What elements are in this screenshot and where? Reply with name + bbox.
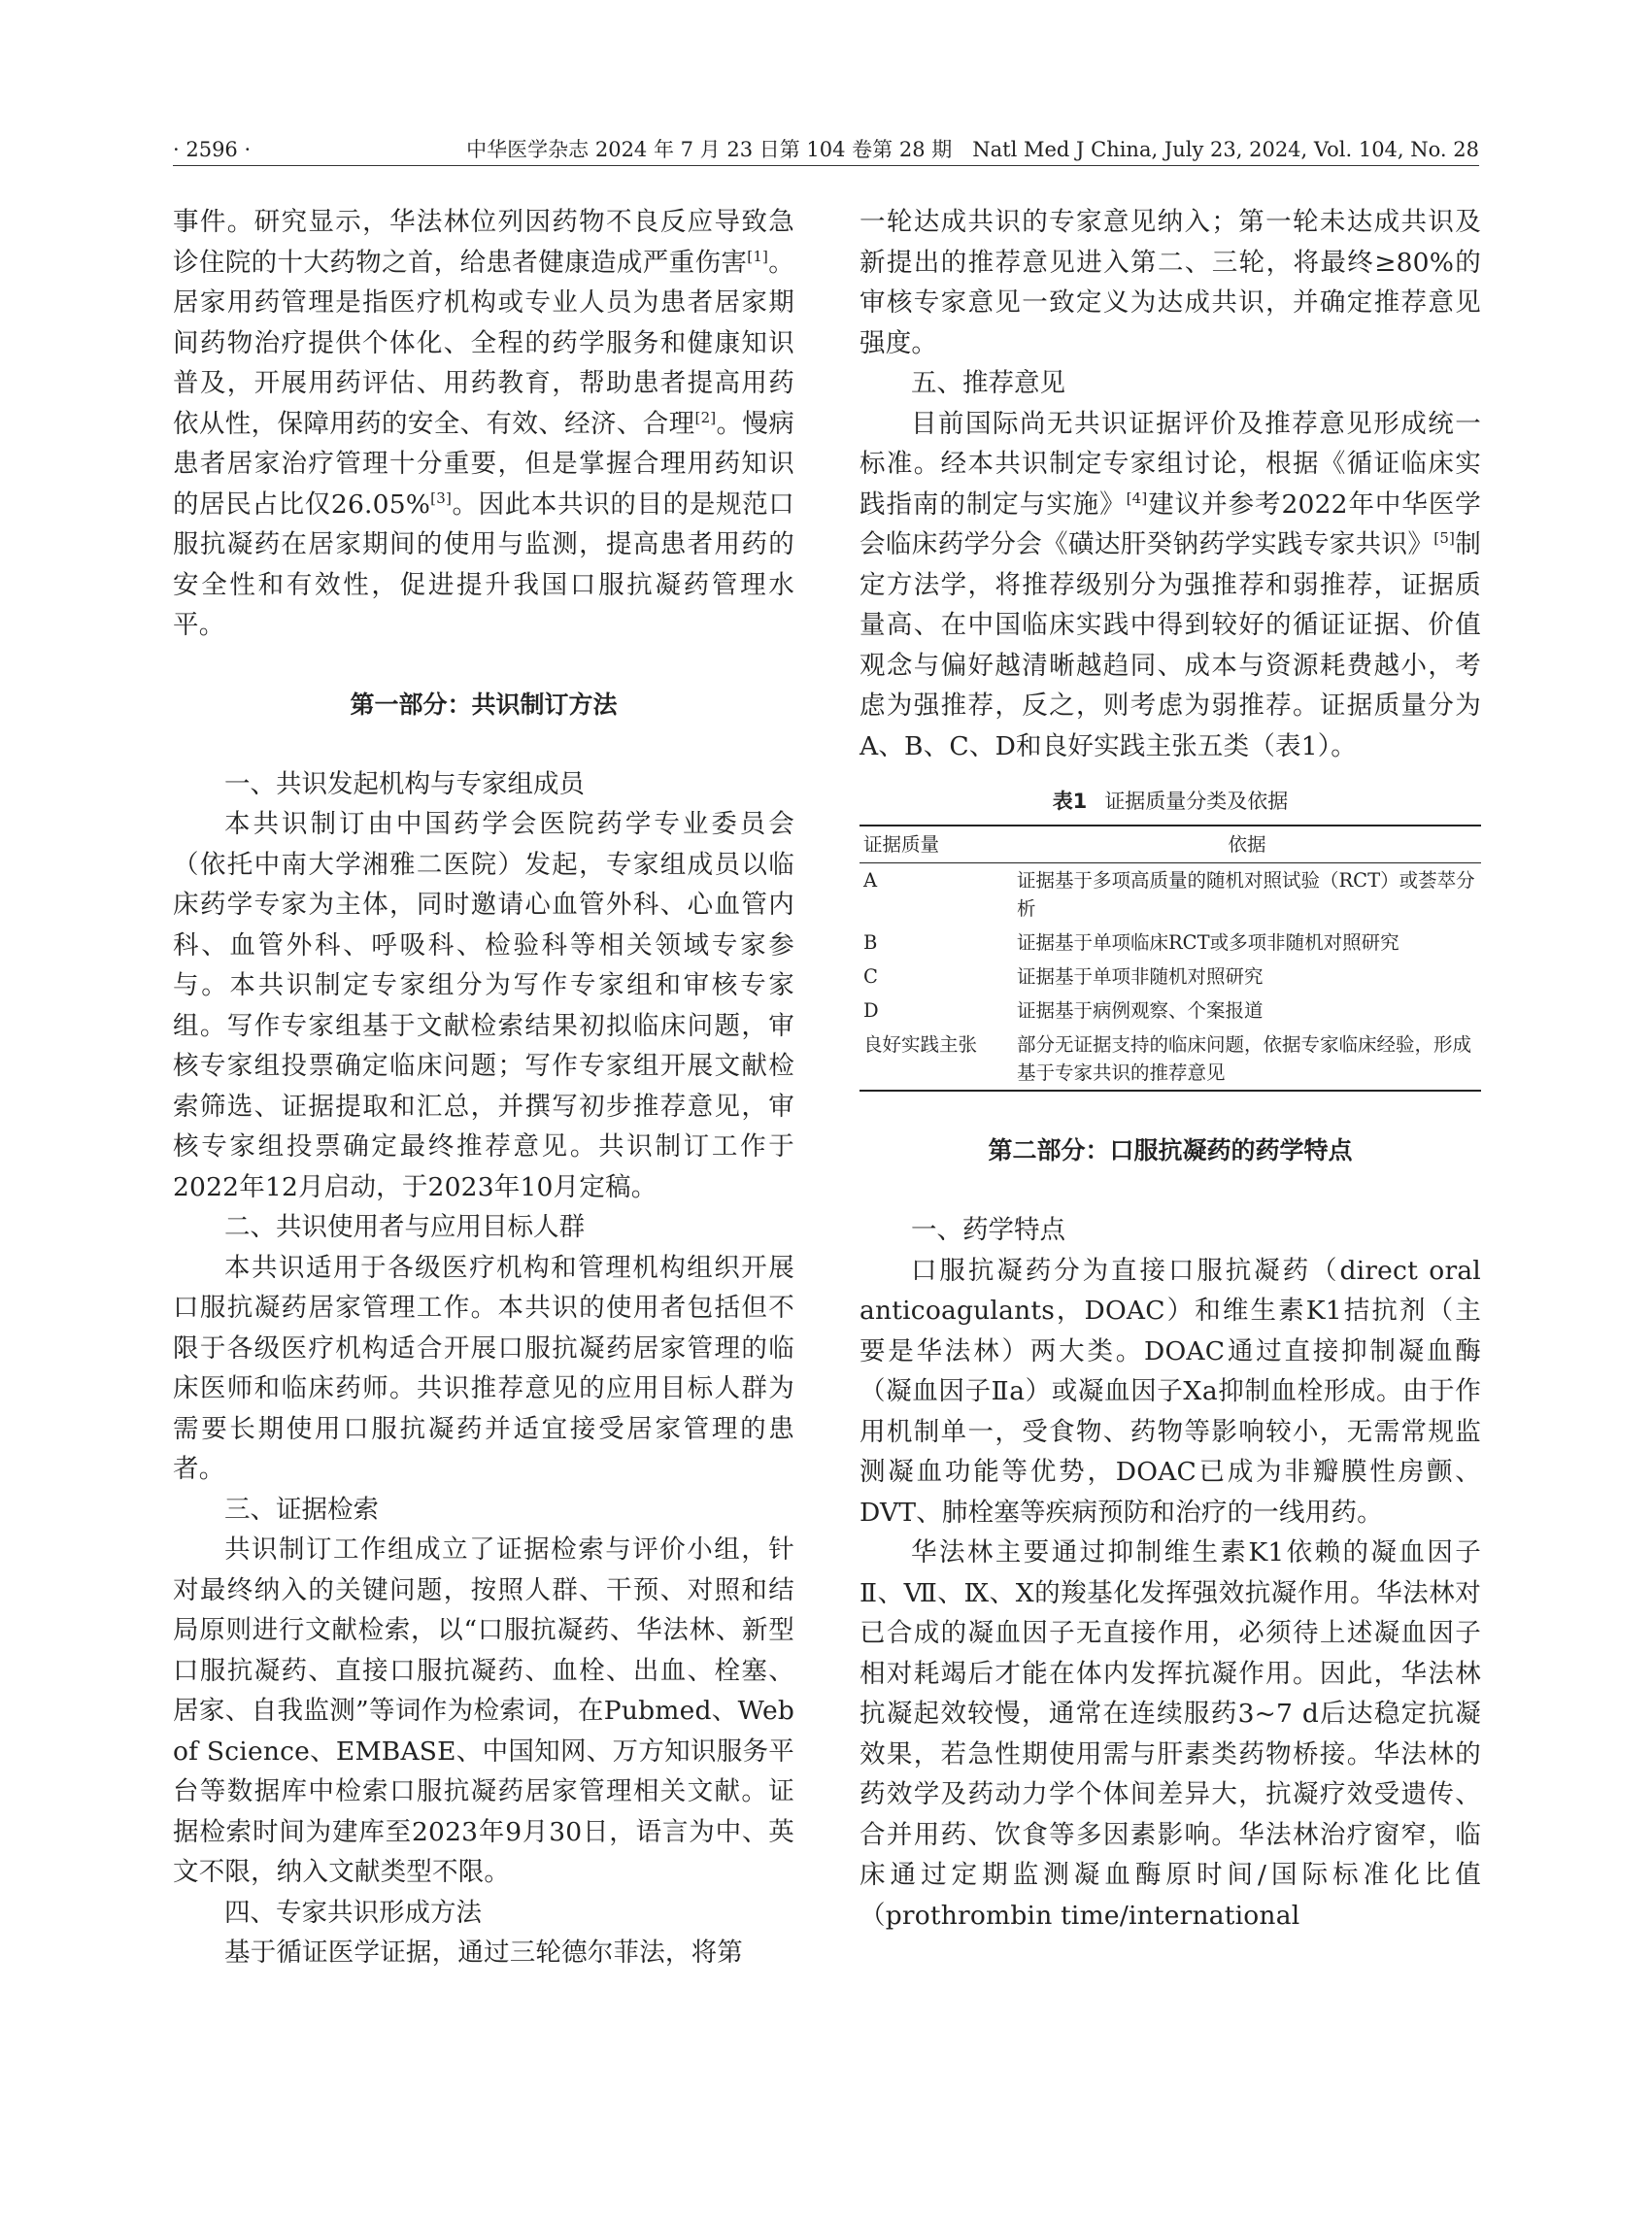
table-row	[860, 1028, 1481, 1091]
section4-body: 基于循证医学证据，通过三轮德尔菲法，将第	[224, 1938, 743, 1968]
section4-heading: 四、专家共识形成方法	[224, 1897, 482, 1928]
ref-2: [2]	[694, 408, 717, 426]
table-cell-basis: 部分无证据支持的临床问题，依据专家临床经验，形成基于专家共识的推荐意见	[1017, 1033, 1472, 1084]
section1-body: 本共识制订由中国药学会医院药学专业委员会（依托中南大学湘雅二医院）发起，专家组成员以临床药学专家为主体，同时邀请心血管外科、心血管内科、血管外科、呼吸科、检验科等相关领域专家参与。本共识制定专家组分为写作专家组和审核专家组。写作专家组基于文献检索结果初拟临床问题，审核专家组投票确定临床问题；写作专家组开展文献检索筛选、证据提取和汇总，并撰写初步推荐意见，审核专家组投票确定最终推荐意见。共识制订工作于2022年12月启动，于2023年10月定稿。	[173, 809, 794, 1202]
journal-citation: 中华医学杂志 2024 年 7 月 23 日第 104 卷第 28 期 Natl Med J China, July 23, 2024, Vol. 104, No. 28	[466, 138, 1479, 161]
intro-text-1: 事件。研究显示，华法林位列因药物不良反应导致急诊住院的十大药物之首，给患者健康造成严重伤害	[173, 207, 794, 278]
section6-heading: 一、药学特点	[911, 1215, 1065, 1245]
ref-5: [5]	[1433, 529, 1456, 548]
intro-text-3: 。慢病患者居家治疗管理十分重要，但是掌握合理用药知识的居民占比仅26.05%	[173, 408, 795, 520]
table-cell-grade: A	[863, 869, 878, 892]
ref-1: [1]	[747, 247, 769, 265]
table-header-grade: 证据质量	[860, 826, 1013, 863]
table-title: 证据质量分类及依据	[1104, 790, 1289, 813]
table-row	[860, 863, 1481, 927]
table-cell-grade: B	[863, 931, 878, 954]
table-cell-basis: 证据基于多项高质量的随机对照试验（RCT）或荟萃分析	[1017, 869, 1475, 920]
evidence-quality-table	[860, 825, 1481, 1092]
section3-heading: 三、证据检索	[224, 1494, 379, 1525]
section5-text-1: 目前国际尚无共识证据评价及推荐意见形成统一标准。经本共识制定专家组讨论，根据《循证临床实践指南的制定与实施》	[860, 408, 1481, 520]
table-cell-grade: D	[863, 999, 879, 1022]
ref-4: [4]	[1126, 489, 1148, 507]
table-row	[860, 960, 1481, 994]
section5-body	[860, 404, 1481, 767]
section5-heading: 五、推荐意见	[911, 368, 1065, 398]
table-cell-basis: 证据基于单项临床RCT或多项非随机对照研究	[1017, 931, 1399, 954]
table-label: 表1	[1052, 790, 1088, 813]
section1-heading: 一、共识发起机构与专家组成员	[224, 768, 585, 799]
section5-text-2: 建议并参考2022年中华医学会临床药学分会《磺达肝癸钠药学实践专家共识》	[860, 489, 1482, 559]
section2-body: 本共识适用于各级医疗机构和管理机构组织开展口服抗凝药居家管理工作。本共识的使用者包括但不限于各级医疗机构适合开展口服抗凝药居家管理的临床医师和临床药师。共识推荐意见的应用目标人群为需要长期使用口服抗凝药并适宜接受居家管理的患者。	[173, 1252, 794, 1484]
table-header-basis: 依据	[1013, 826, 1481, 863]
section4-continuation: 一轮达成共识的专家意见纳入；第一轮未达成共识及新提出的推荐意见进入第二、三轮，将最终≥80%的审核专家意见一致定义为达成共识，并确定推荐意见强度。	[860, 207, 1481, 358]
table-cell-grade: 良好实践主张	[863, 1033, 978, 1056]
ref-3: [3]	[430, 489, 453, 507]
right-column	[860, 202, 1481, 1936]
running-header	[173, 134, 1479, 166]
table-caption	[860, 786, 1481, 815]
intro-text-2: 。居家用药管理是指医疗机构或专业人员为患者居家期间药物治疗提供个体化、全程的药学服务和健康知识普及，开展用药评估、用药教育，帮助患者提高用药依从性，保障用药的安全、有效、经济、合理	[173, 247, 795, 439]
part1-heading: 第一部分：共识制订方法	[350, 690, 618, 719]
table-cell-basis: 证据基于病例观察、个案报道	[1017, 999, 1264, 1022]
section3-body: 共识制订工作组成立了证据检索与评价小组，针对最终纳入的关键问题，按照人群、干预、对照和结局原则进行文献检索，以“口服抗凝药、华法林、新型口服抗凝药、直接口服抗凝药、血栓、出血、栓塞、居家、自我监测”等词作为检索词，在Pubmed、Web of Science、EMBASE、中国知网、万方知识服务平台等数据库中检索口服抗凝药居家管理相关文献。证据检索时间为建库至2023年9月30日，语言为中、英文不限，纳入文献类型不限。	[173, 1534, 794, 1887]
left-column	[173, 202, 794, 1973]
table-row	[860, 926, 1481, 960]
intro-paragraph	[173, 202, 794, 646]
section5-text-3: 制定方法学，将推荐级别分为强推荐和弱推荐，证据质量高、在中国临床实践中得到较好的循证证据、价值观念与偏好越清晰越趋同、成本与资源耗费越小，考虑为强推荐，反之，则考虑为弱推荐。证据质量分为A、B、C、D和良好实践主张五类（表1）。	[860, 529, 1482, 761]
section6-body-2: 华法林主要通过抑制维生素K1依赖的凝血因子Ⅱ、Ⅶ、Ⅸ、Ⅹ的羧基化发挥强效抗凝作用。华法林对已合成的凝血因子无直接作用，必须待上述凝血因子相对耗竭后才能在体内发挥抗凝作用。因此，华法林抗凝起效较慢，通常在连续服药3~7 d后达稳定抗凝效果，若急性期使用需与肝素类药物桥接。华法林的药效学及药动力学个体间差异大，抗凝疗效受遗传、合并用药、饮食等多因素影响。华法林治疗窗窄，临床通过定期监测凝血酶原时间/国际标准化比值（prothrombin time/international	[860, 1537, 1481, 1931]
section2-heading: 二、共识使用者与应用目标人群	[224, 1212, 585, 1242]
page-number: · 2596 ·	[173, 138, 252, 161]
intro-text-4: 。因此本共识的目的是规范口服抗凝药在居家期间的使用与监测，提高患者用药的安全性和有效性，促进提升我国口服抗凝药管理水平。	[173, 489, 794, 640]
table-cell-basis: 证据基于单项非随机对照研究	[1017, 965, 1264, 988]
table-cell-grade: C	[863, 965, 878, 988]
part2-heading: 第二部分：口服抗凝药的药学特点	[988, 1136, 1353, 1164]
section6-body-1: 口服抗凝药分为直接口服抗凝药（direct oral anticoagulants，DOAC）和维生素K1拮抗剂（主要是华法林）两大类。DOAC通过直接抑制凝血酶（凝血因子Ⅱa）或凝血因子Ⅹa抑制血栓形成。由于作用机制单一，受食物、药物等影响较小，无需常规监测凝血功能等优势，DOAC已成为非瓣膜性房颤、DVT、肺栓塞等疾病预防和治疗的一线用药。	[860, 1255, 1481, 1528]
table-row	[860, 994, 1481, 1028]
